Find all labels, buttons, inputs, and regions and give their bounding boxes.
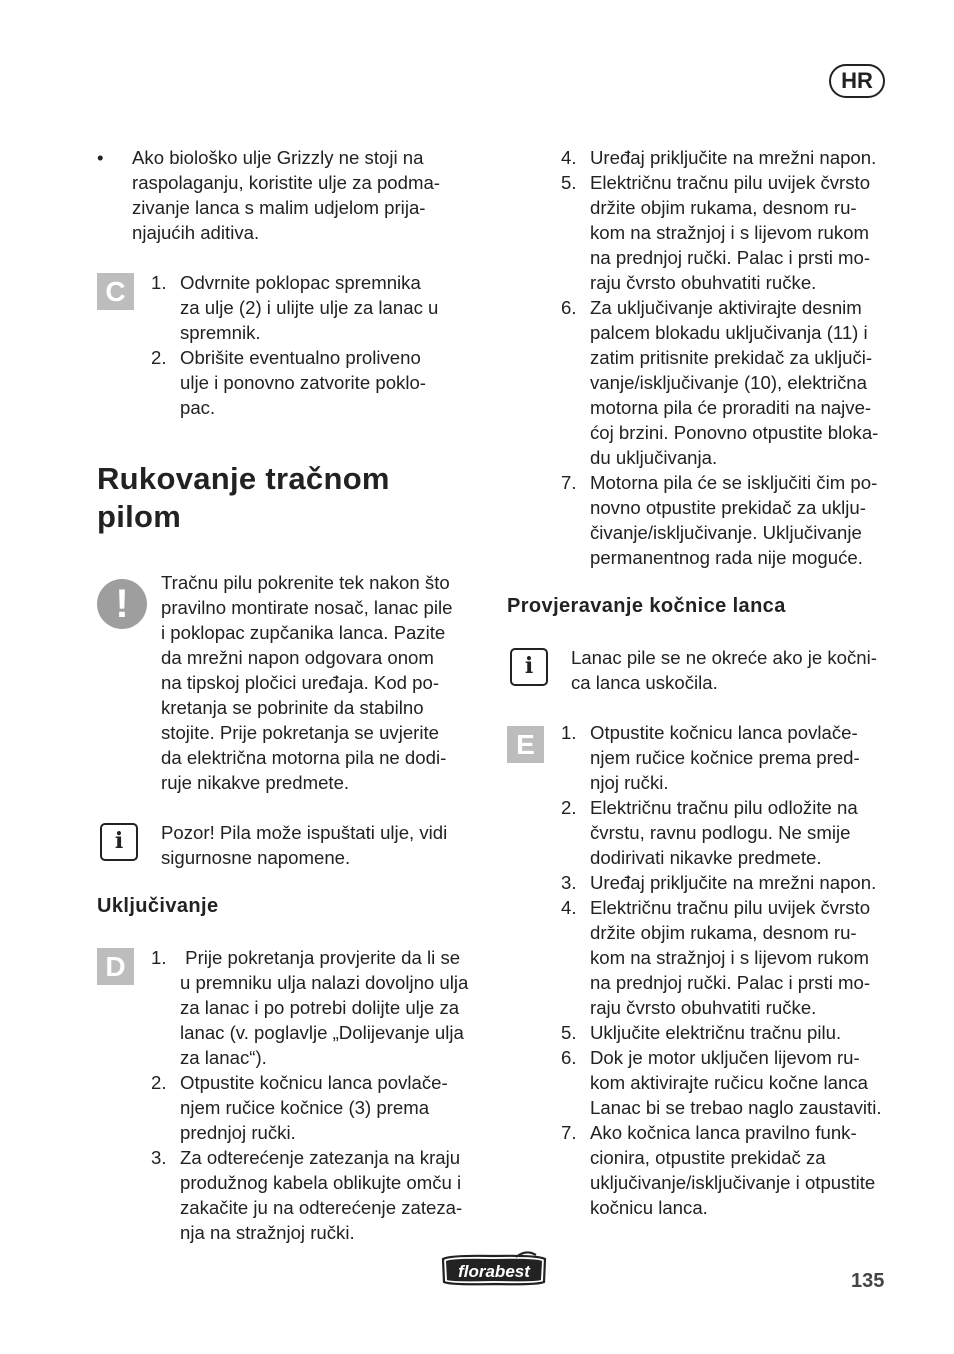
info-icon: i: [100, 823, 138, 861]
logo-text: florabest: [458, 1262, 530, 1281]
text-line: motorna pila će proraditi na najve-: [590, 397, 872, 418]
text-line: zatim pritisnite prekidač za uključi-: [590, 347, 873, 368]
text-line: Električnu tračnu pilu odložite na: [590, 797, 858, 818]
text-line: njoj ručki.: [590, 772, 669, 793]
item-number: 2.: [561, 797, 577, 818]
list-item: [561, 795, 906, 870]
step-d-marker: D: [97, 948, 134, 985]
language-badge: HR: [829, 64, 885, 98]
text-line: dodirivati nikavke predmete.: [590, 847, 822, 868]
text-line: na tipskoj pločici uređaja. Kod po-: [161, 672, 440, 693]
text-line: kretanja se pobrinite da stabilno: [161, 697, 424, 718]
text-line: kom na stražnjoj i s lijevom rukom: [590, 222, 869, 243]
text-line: za lanac i po potrebi dolijte ulje za: [180, 997, 460, 1018]
list-item: [561, 720, 906, 795]
text-line: zakačite ju na odterećenje zateza-: [180, 1197, 463, 1218]
text-line: na prednjoj ručki. Palac i prsti mo-: [590, 972, 871, 993]
list-item: [151, 345, 491, 420]
item-number: 6.: [561, 1047, 577, 1068]
text-line: ruje nikakve predmete.: [161, 772, 350, 793]
text-line: Otpustite kočnicu lanca povlače-: [590, 722, 858, 743]
list-item: [561, 145, 901, 170]
text-line: Električnu tračnu pilu uvijek čvrsto: [590, 897, 871, 918]
item-number: 1.: [561, 722, 577, 743]
text-line: držite objim rukama, desnom ru-: [590, 197, 857, 218]
item-number: 6.: [561, 297, 577, 318]
text-line: raju čvrsto obuhvatiti ručke.: [590, 997, 817, 1018]
info-text: [571, 645, 901, 695]
bullet-item: [97, 145, 532, 245]
list-item: [561, 1120, 906, 1220]
text-line: kom na stražnjoj i s lijevom rukom: [590, 947, 869, 968]
text-line: njem ručice kočnice prema pred-: [590, 747, 860, 768]
text-line: Lanac pile se ne okreće ako je kočni-: [571, 647, 877, 668]
item-number: 4.: [561, 897, 577, 918]
text-line: novno otpustite prekidač za uklju-: [590, 497, 866, 518]
text-line: stojite. Prije pokretanja se uvjerite: [161, 722, 440, 743]
step-c-marker: C: [97, 273, 134, 310]
bullet-text: [132, 145, 532, 245]
text-line: permanentnog rada nije moguće.: [590, 547, 863, 568]
text-line: kom aktivirajte ručicu kočne lanca: [590, 1072, 868, 1093]
text-line: vanje/isključivanje (10), električna: [590, 372, 867, 393]
text-line: Otpustite kočnicu lanca povlače-: [180, 1072, 448, 1093]
text-line: pac.: [180, 397, 216, 418]
text-line: sigurnosne napomene.: [161, 847, 351, 868]
text-line: cionira, otpustite prekidač za: [590, 1147, 826, 1168]
text-line: njajućih aditiva.: [132, 222, 260, 243]
text-line: ulje i ponovno zatvorite poklo-: [180, 372, 426, 393]
text-line: raspolaganju, koristite ulje za podma-: [132, 172, 440, 193]
text-line: raju čvrsto obuhvatiti ručke.: [590, 272, 817, 293]
text-line: Za uključivanje aktivirajte desnim: [590, 297, 862, 318]
item-number: 7.: [561, 1122, 577, 1143]
item-number: 2.: [151, 1072, 167, 1093]
list-item: [561, 1020, 906, 1045]
text-line: ćoj brzini. Ponovno otpustite bloka-: [590, 422, 879, 443]
bullet-mark: •: [97, 147, 104, 168]
text-line: kočnicu lanca.: [590, 1197, 708, 1218]
text-line: zivanje lanca s malim udjelom prija-: [132, 197, 426, 218]
item-number: 2.: [151, 347, 167, 368]
text-line: nja na stražnjoj ručki.: [180, 1222, 355, 1243]
item-number: 5.: [561, 1022, 577, 1043]
text-line: pravilno montirate nosač, lanac pile: [161, 597, 453, 618]
text-line: čvrstu, ravnu podlogu. Ne smije: [590, 822, 851, 843]
text-line: Prije pokretanja provjerite da li se: [180, 947, 461, 968]
list-item: [561, 895, 906, 1020]
text-line: uključivanje/isključivanje i otpustite: [590, 1172, 876, 1193]
list-item: [561, 470, 901, 570]
list-item: [561, 1045, 906, 1120]
text-line: Za odterećenje zatezanja na kraju: [180, 1147, 461, 1168]
step-c-list: [151, 270, 491, 420]
subheading-chain-brake-check: Provjeravanje kočnice lanca: [507, 595, 786, 617]
page-number: 135: [851, 1270, 885, 1292]
list-item: [151, 270, 491, 345]
text-line: da električna motorna pila ne dodi-: [161, 747, 447, 768]
item-number: 1.: [151, 272, 167, 293]
text-line: du uključivanja.: [590, 447, 718, 468]
text-line: za lanac“).: [180, 1047, 267, 1068]
info-text: [161, 820, 491, 870]
item-number: 4.: [561, 147, 577, 168]
continued-steps-list: [561, 145, 901, 570]
heading-line: Rukovanje tračnom: [97, 461, 390, 496]
list-item: [561, 870, 906, 895]
text-line: čivanje/isključivanje. Uključivanje: [590, 522, 862, 543]
text-line: ca lanca uskočila.: [571, 672, 718, 693]
step-e-marker: E: [507, 726, 544, 763]
text-line: Obrišite eventualno proliveno: [180, 347, 421, 368]
text-line: u premniku ulja nalazi dovoljno ulja: [180, 972, 469, 993]
text-line: Motorna pila će se isključiti čim po-: [590, 472, 878, 493]
text-line: Lanac bi se trebao naglo zaustaviti.: [590, 1097, 882, 1118]
text-line: Dok je motor uključen lijevom ru-: [590, 1047, 860, 1068]
text-line: Uređaj priključite na mrežni napon.: [590, 147, 877, 168]
item-number: 5.: [561, 172, 577, 193]
text-line: Električnu tračnu pilu uvijek čvrsto: [590, 172, 871, 193]
step-d-list: [151, 945, 486, 1245]
text-line: Uključite električnu tračnu pilu.: [590, 1022, 842, 1043]
text-line: Odvrnite poklopac spremnika: [180, 272, 421, 293]
text-line: na prednjoj ručki. Palac i prsti mo-: [590, 247, 871, 268]
list-item: [561, 295, 901, 470]
text-line: Ako kočnica lanca pravilno funk-: [590, 1122, 857, 1143]
item-number: 3.: [561, 872, 577, 893]
florabest-logo: [440, 1251, 548, 1287]
list-item: [151, 945, 486, 1070]
list-item: [561, 170, 901, 295]
item-number: 3.: [151, 1147, 167, 1168]
text-line: držite objim rukama, desnom ru-: [590, 922, 857, 943]
subheading-switching-on: Uključivanje: [97, 895, 219, 917]
text-line: da mrežni napon odgovara onom: [161, 647, 434, 668]
warning-text: [161, 570, 491, 795]
text-line: palcem blokadu uključivanja (11) i: [590, 322, 868, 343]
list-item: [151, 1070, 486, 1145]
text-line: za ulje (2) i ulijte ulje za lanac u: [180, 297, 439, 318]
text-line: produžnog kabela oblikujte omču i: [180, 1172, 462, 1193]
text-line: prednjoj ručki.: [180, 1122, 296, 1143]
text-line: Uređaj priključite na mrežni napon.: [590, 872, 877, 893]
text-line: Ako biološko ulje Grizzly ne stoji na: [132, 147, 424, 168]
item-number: 1.: [151, 947, 167, 968]
text-line: njem ručice kočnice (3) prema: [180, 1097, 430, 1118]
text-line: Tračnu pilu pokrenite tek nakon što: [161, 572, 450, 593]
warning-icon: !: [97, 579, 147, 629]
text-line: i poklopac zupčanika lanca. Pazite: [161, 622, 446, 643]
section-heading: [97, 460, 497, 536]
step-e-list: [561, 720, 906, 1220]
heading-line: pilom: [97, 499, 182, 534]
item-number: 7.: [561, 472, 577, 493]
info-icon: i: [510, 648, 548, 686]
text-line: spremnik.: [180, 322, 261, 343]
text-line: Pozor! Pila može ispuštati ulje, vidi: [161, 822, 448, 843]
text-line: lanac (v. poglavlje „Dolijevanje ulja: [180, 1022, 464, 1043]
list-item: [151, 1145, 486, 1245]
